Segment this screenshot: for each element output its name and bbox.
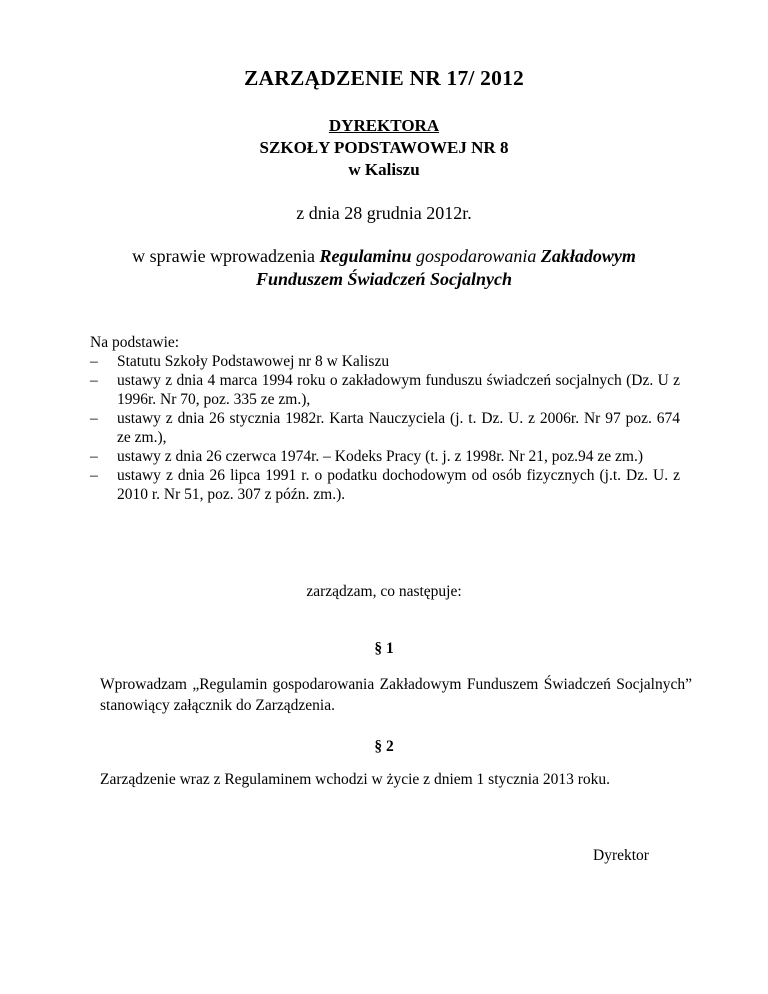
subject-line-2: Funduszem Świadczeń Socjalnych [255,269,513,289]
legal-basis-label: Na podstawie: [90,334,180,351]
subject-word-regulamin: Regulaminu [319,246,412,266]
list-item: – ustawy z dnia 26 lipca 1991 r. o podatku dochodowym od osób fizycznych (j.t. Dz. U. z 2010 r. Nr 51, poz. 307 z późn. zm.). [90,467,680,503]
list-item: – ustawy z dnia 26 czerwca 1974r. – Kodeks Pracy (t. j. z 1998r. Nr 21, poz.94 ze zm.) [90,448,643,465]
legal-basis [90,333,680,504]
section-2-text: Zarządzenie wraz z Regulaminem wchodzi w życie z dniem 1 stycznia 2013 roku. [100,771,611,788]
document-title: ZARZĄDZENIE NR 17/ 2012 [244,66,524,90]
document-date: z dnia 28 grudnia 2012r. [296,203,472,223]
issuer-role: DYREKTORA [328,116,440,135]
list-dash: – [90,448,98,465]
subject-word-gospodarowania: gospodarowania [411,246,541,266]
list-item: – ustawy z dnia 4 marca 1994 roku o zakładowym funduszu świadczeń socjalnych (Dz. U z 1996r. Nr 70, poz. 335 ze zm.), [90,372,680,408]
list-dash: – [90,410,98,427]
order-phrase: zarządzam, co następuje: [306,583,462,600]
list-dash: – [90,467,98,484]
section-1-text: Wprowadzam „Regulamin gospodarowania Zakładowym Funduszem Świadczeń Socjalnych” stanowiący załącznik do Zarządzenia. [100,676,692,714]
signature: Dyrektor [593,847,649,864]
subject-word-zakladowym: Zakładowym [540,246,636,266]
list-item: – ustawy z dnia 26 stycznia 1982r. Karta Nauczyciela (j. t. Dz. U. z 2006r. Nr 97 poz. 674 ze zm.), [90,410,680,446]
section-1-heading: § 1 [374,640,394,657]
list-item: – Statutu Szkoły Podstawowej nr 8 w Kaliszu [90,353,390,370]
subject-prefix: w sprawie wprowadzenia [132,246,320,266]
legal-basis-list [90,352,680,504]
list-dash: – [90,353,98,370]
list-dash: – [90,372,98,389]
section-2-heading: § 2 [374,738,394,755]
issuer-school: SZKOŁY PODSTAWOWEJ NR 8 [259,138,509,157]
issuer-city: w Kaliszu [348,160,420,179]
subject-line-1 [0,246,768,267]
